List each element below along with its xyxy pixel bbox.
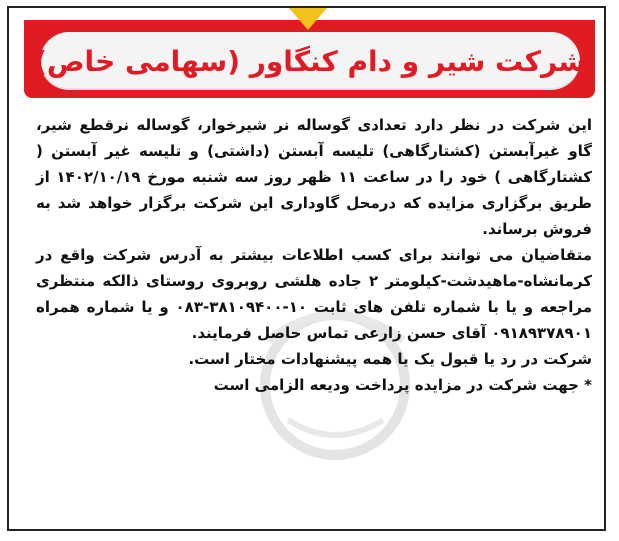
paragraph-intro: این شرکت در نظر دارد تعدادی گوساله نر شیرخوار، گوساله نرقطع شیر، گاو غیرآبستن (کشتارگاهی) تلیسه آبستن (داشتی) و تلیسه غیر آبستن ( کشتارگاهی ) خود را در ساعت ۱۱ ظهر روز سه شنبه مورخ ۱۴۰۲/۱۰/۱۹ از طریق برگزاری مزایده که درمحل گاوداری این شرکت برگزار خواهد شد به فروش برساند. <box>36 116 592 238</box>
paragraph-contact: متقاضیان می توانند برای کسب اطلاعات بیشتر به آدرس شرکت واقع در کرمانشاه-ماهیدشت-کیلومتر ۲ جاده هلشی روبروی روستای ذالکه منتظری مراجعه و یا با شماره تلفن های ثابت ۱۰-۳۸۱۰۹۴۰۰-۰۸۳ و یا شماره همراه ۰۹۱۸۹۳۷۸۹۰۱ آقای حسن زارعی تماس حاصل فرمایند. <box>36 246 592 342</box>
paragraph-rights: شرکت در رد یا قبول یک یا همه پیشنهادات مختار است. <box>188 350 592 368</box>
notice-body <box>36 112 592 512</box>
triangle-marker-icon <box>289 8 327 30</box>
title-pill <box>34 32 586 90</box>
paragraph-deposit: * جهت شرکت در مزایده پرداخت ودیعه الزامی است <box>213 376 592 394</box>
notice-title: شرکت شیر و دام کنگاور (سهامی خاص) <box>34 44 586 78</box>
